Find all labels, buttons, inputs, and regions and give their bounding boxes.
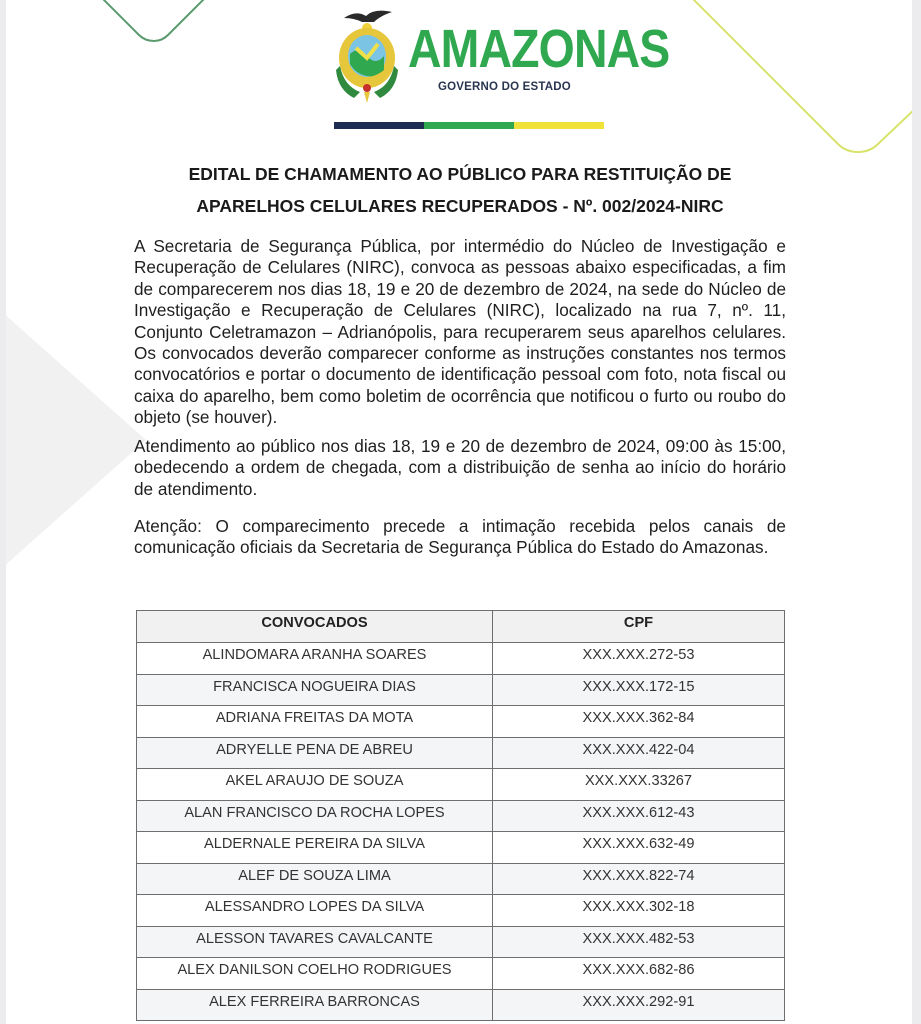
cell-name: ALAN FRANCISCO DA ROCHA LOPES <box>137 800 493 832</box>
watermark-shape <box>6 280 146 600</box>
table-row <box>137 769 785 801</box>
paragraph-attention: Atenção: O comparecimento precede a intimação recebida pelos canais de comunicação oficiais da Secretaria de Segurança Pública do Estado do Amazonas. <box>134 516 786 558</box>
cell-cpf: XXX.XXX.822-74 <box>493 863 785 895</box>
cell-name: ALESSON TAVARES CAVALCANTE <box>137 926 493 958</box>
table-row <box>137 926 785 958</box>
column-header-convocados: CONVOCADOS <box>137 611 493 643</box>
document-title <box>130 158 790 222</box>
title-line-1: EDITAL DE CHAMAMENTO AO PÚBLICO PARA RESTITUIÇÃO DE <box>188 164 732 184</box>
cell-cpf: XXX.XXX.632-49 <box>493 832 785 864</box>
title-line-2: APARELHOS CELULARES RECUPERADOS - Nº. 002/2024-NIRC <box>196 196 724 216</box>
cell-cpf: XXX.XXX.172-15 <box>493 674 785 706</box>
cell-cpf: XXX.XXX.33267 <box>493 769 785 801</box>
coat-of-arms-icon <box>334 6 400 104</box>
cell-name: FRANCISCA NOGUEIRA DIAS <box>137 674 493 706</box>
table-row <box>137 643 785 675</box>
cell-name: ALEX FERREIRA BARRONCAS <box>137 989 493 1021</box>
brand-title: AMAZONAS <box>408 19 670 79</box>
cell-cpf: XXX.XXX.362-84 <box>493 706 785 738</box>
brand-subtitle: GOVERNO DO ESTADO <box>438 81 571 93</box>
header-logo <box>330 4 670 130</box>
cell-cpf: XXX.XXX.422-04 <box>493 737 785 769</box>
column-header-cpf: CPF <box>493 611 785 643</box>
cell-name: ALEX DANILSON COELHO RODRIGUES <box>137 958 493 990</box>
table-row <box>137 958 785 990</box>
table-row <box>137 895 785 927</box>
paragraph-schedule: Atendimento ao público nos dias 18, 19 e 20 de dezembro de 2024, 09:00 às 15:00, obedecendo a ordem de chegada, com a distribuição de senha ao início do horário de atendimento. <box>134 436 786 499</box>
cell-cpf: XXX.XXX.482-53 <box>493 926 785 958</box>
paragraph-convocation: A Secretaria de Segurança Pública, por intermédio do Núcleo de Investigação e Recuperação de Celulares (NIRC), convoca as pessoas abaixo especificadas, a fim de comparecerem nos dias 18, 19 e 20 de dezembro de 2024, na sede do Núcleo de Investigação e Recuperação de Celulares (NIRC), localizado na rua 7, nº. 11, Conjunto Celetramazon – Adrianópolis, para recuperarem seus aparelhos celulares. Os convocados deverão comparecer conforme as instruções constantes nos termos convocatórios e portar o documento de identificação pessoal com foto, nota fiscal ou caixa do aparelho, bem como boletim de ocorrência que notificou o furto ou roubo do objeto (se houver). <box>134 236 786 428</box>
cell-cpf: XXX.XXX.292-91 <box>493 989 785 1021</box>
cell-cpf: XXX.XXX.612-43 <box>493 800 785 832</box>
table-header-row <box>137 611 785 643</box>
cell-cpf: XXX.XXX.682-86 <box>493 958 785 990</box>
table-row <box>137 737 785 769</box>
table-row <box>137 989 785 1021</box>
cell-cpf: XXX.XXX.272-53 <box>493 643 785 675</box>
cell-name: ALDERNALE PEREIRA DA SILVA <box>137 832 493 864</box>
flag-stripe <box>334 122 604 129</box>
cell-name: ALEF DE SOUZA LIMA <box>137 863 493 895</box>
cell-name: ADRIANA FREITAS DA MOTA <box>137 706 493 738</box>
cell-cpf: XXX.XXX.302-18 <box>493 895 785 927</box>
cell-name: ADRYELLE PENA DE ABREU <box>137 737 493 769</box>
table-row <box>137 800 785 832</box>
cell-name: AKEL ARAUJO DE SOUZA <box>137 769 493 801</box>
table-row <box>137 706 785 738</box>
cell-name: ALESSANDRO LOPES DA SILVA <box>137 895 493 927</box>
convocados-table <box>136 610 785 1021</box>
table-row <box>137 674 785 706</box>
table-row <box>137 832 785 864</box>
cell-name: ALINDOMARA ARANHA SOARES <box>137 643 493 675</box>
table-row <box>137 863 785 895</box>
